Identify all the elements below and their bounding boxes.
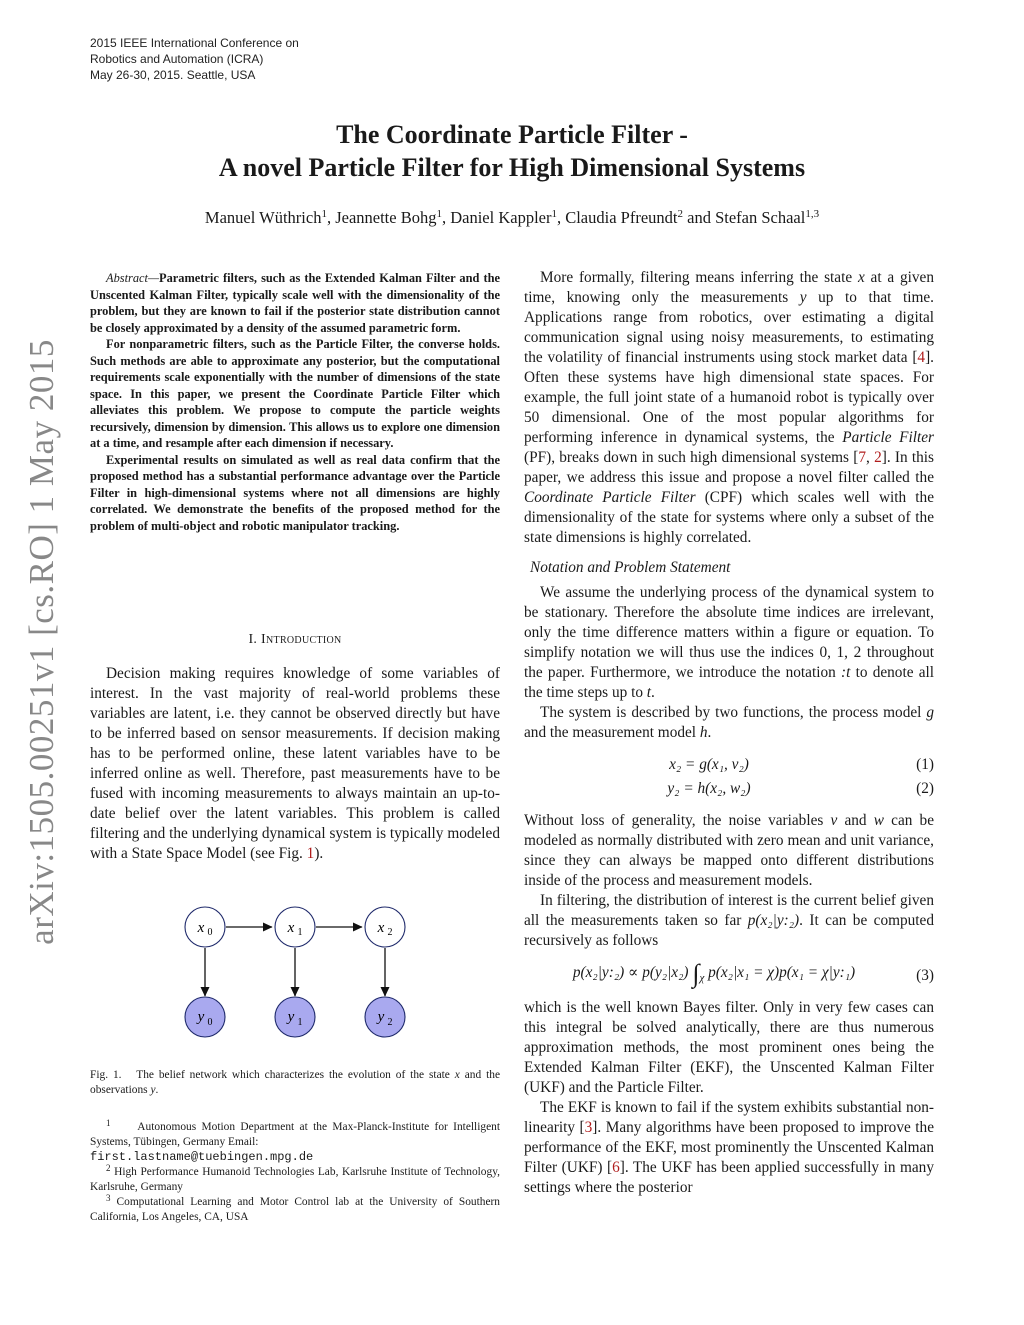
footnote-mark: 2: [106, 1163, 111, 1173]
node-subscript: 1: [297, 927, 303, 938]
text: . It can be computed recursively as follows: [524, 912, 934, 949]
caption-text: The belief network which characterizes the evolution of the state: [136, 1069, 455, 1081]
text: In filtering, the distribution of interest is the current belief given all the measurements taken so far: [524, 892, 934, 929]
contact-email[interactable]: first.lastname@tuebingen.mpg.de: [90, 1150, 314, 1164]
equation-lhs: p(x₂|y:₂) ∝ p(y₂|x₂): [572, 964, 689, 981]
observed-node-y0: [185, 997, 225, 1037]
node-label: x: [377, 920, 385, 936]
footnote-mark: 1: [106, 1118, 111, 1128]
section-number: I.: [248, 632, 258, 647]
paper-title-line-1: The Coordinate Particle Filter -: [336, 120, 688, 149]
author-name: Manuel Wüthrich: [204, 208, 322, 227]
term: Coordinate Particle Filter: [524, 489, 696, 506]
math: :t: [840, 664, 851, 681]
text: (CPF) which scales well with the dimensionality of the state for systems where only a subset of the state dimensions is highly correlated.: [524, 489, 934, 546]
caption-text: .: [155, 1084, 159, 1096]
text: and the measurement model: [524, 724, 700, 741]
node-circle: [365, 907, 405, 947]
paper-title-line-2: A novel Particle Filter for High Dimensional Systems: [218, 153, 806, 182]
abstract-paragraph: Experimental results on simulated as well as real data confirm that the proposed method has a substantial performance advantage over the Particle Filter in high-dimensional systems where not all dimensions are highly correlated. We demonstrate the benefits of the proposed method for the problem of multi-object and robotic manipulator tracking.: [90, 452, 500, 533]
math: g: [926, 704, 934, 721]
footnote: [90, 1120, 500, 1165]
author-separator: ,: [441, 208, 451, 227]
term: Particle Filter: [842, 429, 934, 446]
text: The system is described by two functions, the process model: [540, 704, 927, 721]
caption-label: Fig. 1.: [90, 1069, 122, 1081]
author-separator: ,: [556, 208, 566, 227]
node-circle: [185, 907, 225, 947]
abstract-paragraph: For nonparametric filters, such as the Particle Filter, the converse holds. Such methods are able to approximate any posterior, but the computational requirements scale exponentially with the number of dimensions of the state space. In this paper, we present the Coordinate Particle Filter which alleviates this problem. We propose to compute the particle weights recursively, dimension by dimension. This allows us to explore one dimension at a time, and resample after each dimension if necessary.: [90, 337, 500, 450]
latent-node-x2: [365, 907, 405, 947]
paragraph: [524, 583, 934, 703]
citation-link[interactable]: 3: [584, 1119, 593, 1137]
paragraph: [524, 703, 934, 743]
text: .: [651, 684, 655, 701]
integral-sign: ∫: [692, 959, 700, 988]
citation-link[interactable]: 6: [612, 1159, 620, 1177]
footnote: [90, 1195, 500, 1225]
author-affiliation: 2: [677, 208, 683, 220]
equation-number: (1): [916, 756, 934, 773]
author-affiliation: 1,3: [805, 208, 820, 220]
author-affiliation: 1: [551, 208, 557, 220]
paragraph: More formally, filtering means inferring the state x at a given time, knowing only the measurements y up to that time. Applications range from robotics, over estimating a digital communication signal using noisy measurements, to estimating the volatility of financial instruments using stock market data [4]. Often these systems have high dimensional state spaces. For example, the full joint state of a humanoid robot is typically over 50 dimensional. One of the most popular algorithms for performing inference in dynamical systems, the Particle Filter (PF), breaks down in such high dimensional systems [7, 2]. In this paper, we address this issue and propose a novel filter called the Coordinate Particle Filter (CPF) which scales well with the dimensionality of the state for systems where only a subset of the state dimensions is highly correlated.: [524, 269, 935, 546]
text: at a given time, knowing only the measurements: [524, 269, 934, 306]
equation-body: x₂ = g(x₁, v₂): [669, 756, 749, 773]
arxiv-stamp-text: arXiv:1505.00251v1 [cs.RO] 1 May 2015: [22, 339, 61, 945]
paragraph: [524, 811, 934, 891]
text: to denote all the time steps up to: [524, 664, 935, 701]
equation-number: (3): [916, 966, 934, 984]
node-label: x: [197, 920, 205, 936]
caption-var: x: [454, 1069, 460, 1081]
node-circle: [275, 907, 315, 947]
text: ]. The UKF has been applied successfully in many settings where the posterior: [524, 1159, 934, 1197]
text: More formally, filtering means inferring the state: [540, 269, 858, 286]
text: ]. In this paper, we address this issue and propose a novel filter called the: [524, 449, 935, 486]
text: can be modeled as normally distributed with zero mean and unit variance, since they can always be mapped onto different distributions inside of the process and measurement models.: [524, 812, 934, 889]
conference-header: [90, 35, 390, 83]
text: ]. Often these systems have high dimensional state spaces. For example, the full joint state of a humanoid robot is typically over 50 dimensional. One of the most popular algorithms for performing inference in dynamical systems, the: [524, 349, 934, 446]
citation-link[interactable]: 4: [917, 349, 926, 366]
intro-text: ).: [314, 845, 324, 862]
text: ]. Many algorithms have been proposed to improve the performance of the EKF, most prominently the Unscented Kalman Filter (UKF) [: [524, 1119, 934, 1177]
node-circle: [365, 997, 405, 1037]
text: throughout the paper. Furthermore, we introduce the notation: [524, 644, 934, 681]
text: The EKF is known to fail if the system exhibits substantial non-linearity [: [524, 1099, 934, 1137]
equation-rhs: p(x₂|x₁ = χ)p(x₁ = χ|y:₁): [708, 964, 856, 981]
arxiv-stamp: [0, 0, 70, 1325]
author-separator: and: [683, 208, 716, 227]
author-name: Daniel Kappler: [450, 208, 552, 227]
footnote-text: Autonomous Motion Department at the Max-Planck-Institute for Intelligent Systems, Tübingen, Germany Email:: [90, 1121, 500, 1148]
node-label: y: [197, 1009, 205, 1025]
node-subscript: 2: [387, 1017, 393, 1028]
paragraph: which is the well known Bayes filter. Only in very few cases can this integral be solved analytically, there are thus numerous approximation methods, the most prominent ones being the Extended Kalman Filter (EKF), the Unscented Kalman Filter (UKF) and the Particle Filter.: [524, 999, 934, 1097]
math: 0, 1, 2: [819, 644, 862, 661]
math: t: [646, 684, 652, 701]
conference-line: Robotics and Automation (ICRA): [90, 52, 264, 66]
math: w: [873, 812, 884, 829]
section-title: Introduction: [261, 632, 342, 647]
node-subscript: 0: [207, 927, 213, 938]
footnote-text: High Performance Humanoid Technologies Lab, Karlsruhe Institute of Technology, Karlsruhe, Germany: [90, 1166, 500, 1193]
node-label: x: [287, 920, 295, 936]
author-name: Claudia Pfreundt: [565, 208, 678, 227]
observed-node-y2: [365, 997, 405, 1037]
latent-node-x0: [185, 907, 225, 947]
node-subscript: 1: [297, 1017, 303, 1028]
citation-link[interactable]: 2: [874, 449, 882, 466]
node-subscript: 2: [387, 927, 393, 938]
paragraph: [524, 891, 934, 951]
intro-body: [90, 664, 500, 864]
text: up to that time. Applications range from robotics, over estimating a digital communication signal using noisy measurements, to estimating the volatility of financial instruments using stock market data [: [524, 289, 934, 366]
abstract: Abstract—Parametric filters, such as the Extended Kalman Filter and the Unscented Kalman Filter, typically scale well with the dimensionality of the problem, but they are known to fail if the posterior state distribution cannot be closely approximated by a density of the assumed parametric form. For nonparametric filters, such as the Particle Filter, the converse holds. Such methods are able to approximate any posterior, but the computational requirements scale exponentially with the number of dimensions of the state space. In this paper, we present the Coordinate Particle Filter which alleviates this problem. We propose to compute the particle weights recursively, dimension by dimension. This allows us to explore one dimension at a time, and resample after each dimension if necessary. Experimental results on simulated as well as real data confirm that the proposed method has a substantial performance advantage over the Particle Filter in high-dimensional systems where not all dimensions are highly correlated. We demonstrate the benefits of the proposed method for the problem of multi-object and robotic manipulator tracking.: [90, 271, 500, 533]
text: We assume the underlying process of the dynamical system to be stationary. Therefore the absolute time indices are irrelevant, only the time difference matters within a figure or equation. To simplify notation we will thus use the indices: [524, 584, 934, 661]
author-name: Stefan Schaal: [715, 208, 806, 227]
right-column: [524, 268, 934, 1198]
math: v: [830, 812, 838, 829]
text: .: [707, 724, 712, 741]
node-subscript: 0: [207, 1017, 213, 1028]
subsection-heading: Notation and Problem Statement: [530, 559, 731, 576]
text: Without loss of generality, the noise variables: [524, 812, 831, 829]
node-label: y: [377, 1009, 385, 1025]
paragraph: [524, 1098, 934, 1198]
latent-node-x1: [275, 907, 315, 947]
text: and: [837, 812, 874, 829]
footnote: [90, 1165, 500, 1195]
intro-text: Decision making requires knowledge of some variables of interest. In the vast majority of real-world problems these variables are latent, i.e. they cannot be observed directly but have to be inferred based on sensor measurements. If decision making has to be performed online, these latent variables have to be inferred online as well. Therefore, past measurements have to be fused with incoming measurements to always maintain an up-to-date belief over the latent variables. This problem is called filtering and the underlying dynamical system is typically modeled with a State Space Model (see Fig.: [90, 665, 500, 862]
author-affiliation: 1: [436, 208, 442, 220]
citation-link[interactable]: 7: [858, 449, 867, 466]
math: p(x₂|y:₂): [747, 912, 800, 929]
figure-caption: [90, 1068, 500, 1098]
text: (PF), breaks down in such high dimensional systems [: [524, 449, 859, 466]
section-heading-introduction: [90, 632, 500, 648]
equation-number: (2): [916, 780, 934, 797]
observed-node-y1: [275, 997, 315, 1037]
caption-text: and the observations: [90, 1069, 501, 1096]
math: h: [699, 724, 708, 741]
node-circle: [185, 997, 225, 1037]
footnote-text: Computational Learning and Motor Control lab at the University of Southern California, Los Angeles, CA, USA: [90, 1196, 501, 1223]
equation-body: y₂ = h(x₂, w₂): [667, 780, 751, 797]
belief-network-figure: [160, 900, 430, 1050]
node-circle: [275, 997, 315, 1037]
conference-line: 2015 IEEE International Conference on: [90, 36, 299, 50]
abstract-paragraph: Parametric filters, such as the Extended Kalman Filter and the Unscented Kalman Filter, typically scale well with the dimensionality of the problem, but they are known to fail if the posterior state distribution cannot be closely approximated by a density of the assumed parametric form.: [90, 271, 500, 335]
equation-1: [524, 755, 934, 775]
abstract-label: Abstract: [106, 271, 148, 285]
equation-3: [524, 959, 934, 988]
equation-2: [524, 779, 934, 799]
figure-reference-link[interactable]: 1: [306, 845, 315, 862]
caption-var: y: [150, 1084, 156, 1096]
integral-domain: χ: [699, 972, 705, 985]
conference-line: May 26-30, 2015. Seattle, USA: [90, 68, 256, 82]
author-separator: ,: [326, 208, 336, 227]
footnote-mark: 3: [106, 1193, 111, 1203]
node-label: y: [287, 1009, 295, 1025]
author-affiliation: 1: [321, 208, 327, 220]
author-name: Jeannette Bohg: [335, 208, 437, 227]
author-list: [0, 208, 1024, 228]
affiliation-footnotes: [90, 1120, 500, 1225]
